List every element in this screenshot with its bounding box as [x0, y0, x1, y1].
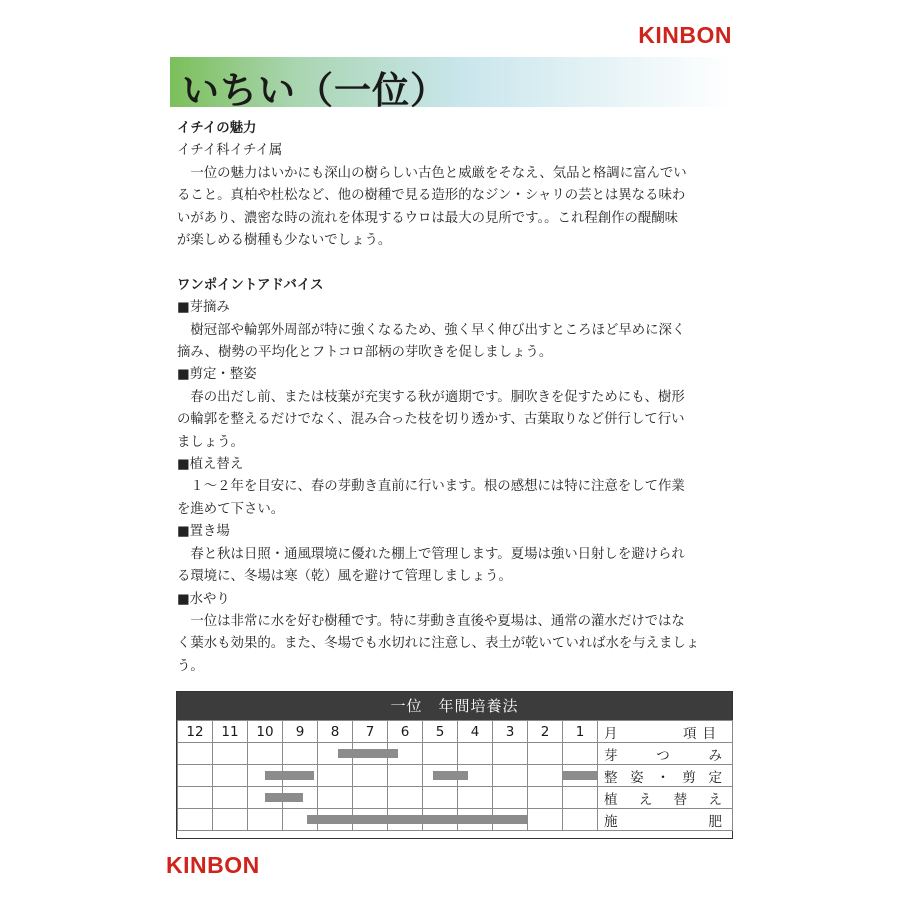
calendar-row-repotting: [178, 787, 733, 809]
cultivation-calendar: [176, 691, 733, 839]
label-char: 姿: [630, 769, 644, 786]
month-header-row: [178, 721, 733, 743]
row-label: [598, 809, 733, 831]
label-char: 剪: [682, 769, 696, 786]
section-title-pruning: ■剪定・整姿: [177, 367, 257, 383]
calendar-title: 一位 年間培養法: [177, 692, 732, 720]
month-cell: 11: [213, 721, 248, 743]
section-line: 春の出だし前、または枝葉が充実する秋が適期です。胴吹きを促すためにも、樹形: [177, 389, 685, 405]
label-char: 芽: [604, 747, 618, 764]
section-title-watering: ■水やり: [177, 591, 230, 607]
section-line: る環境に、冬場は寒（乾）風を避けて管理しましょう。: [177, 569, 512, 585]
row-label: [598, 787, 733, 809]
section-line: う。: [177, 658, 204, 674]
schedule-bar: [307, 815, 528, 824]
label-char: 整: [604, 769, 618, 786]
intro-line: ること。真柏や杜松など、他の樹種で見る造形的なジン・シャリの芸とは異なる味わ: [177, 188, 686, 204]
section-line: を進めて下さい。: [177, 501, 285, 517]
section-title-placement: ■置き場: [177, 524, 230, 540]
label-char: み: [708, 747, 722, 764]
label-char: ・: [656, 769, 670, 786]
intro-line: が楽しめる樹種も少ないでしょう。: [177, 233, 392, 249]
schedule-bar: [433, 771, 468, 780]
section-line: 一位は非常に水を好む樹種です。特に芽動き直後や夏場は、通常の灌水だけではな: [177, 613, 685, 629]
title-banner: [170, 57, 732, 112]
month-cell: 6: [388, 721, 423, 743]
month-cell: 8: [318, 721, 353, 743]
intro-family: イチイ科イチイ属: [177, 143, 283, 159]
month-cell: 4: [458, 721, 493, 743]
header-month-label: 月: [604, 725, 618, 742]
intro-line: 一位の魅力はいかにも深山の樹らしい古色と威厳をそなえ、気品と格調に富んでい: [177, 165, 687, 181]
label-char: つ: [656, 747, 670, 764]
label-char: え: [708, 791, 722, 808]
section-title-repotting: ■植え替え: [177, 457, 244, 473]
header-item-label: 項目: [683, 725, 722, 742]
month-cell: 2: [528, 721, 563, 743]
month-cell: 10: [248, 721, 283, 743]
calendar-grid: [177, 720, 732, 838]
article-body: [177, 118, 737, 678]
schedule-bar: [265, 771, 314, 780]
calendar-row-pinching: [178, 743, 733, 765]
section-line: 樹冠部や輪郭外周部が特に強くなるため、強く早く伸び出すところほど早めに深く: [177, 322, 686, 338]
month-item-header: [598, 721, 733, 743]
section-line: く葉水も効果的。また、冬場でも水切れに注意し、表土が乾いていれば水を与えましょ: [177, 636, 700, 652]
label-char: 植: [604, 791, 618, 808]
section-line: ましょう。: [177, 434, 244, 450]
label-char: え: [638, 791, 653, 808]
month-cell: 12: [178, 721, 213, 743]
brand-logo-top: KINBON: [638, 22, 732, 48]
month-cell: 3: [493, 721, 528, 743]
schedule-bar: [338, 749, 398, 758]
intro-line: いがあり、濃密な時の流れを体現するウロは最大の見所です。。これ程創作の醍醐味: [177, 210, 679, 226]
month-cell: 7: [353, 721, 388, 743]
brand-logo-bottom: KINBON: [166, 852, 260, 878]
schedule-bar: [265, 793, 304, 802]
section-line: 春と秋は日照・通風環境に優れた棚上で管理します。夏場は強い日射しを避けられ: [177, 546, 685, 562]
label-char: 替: [673, 791, 688, 808]
advice-heading: ワンポイントアドバイス: [177, 277, 324, 293]
section-line: 摘み、樹勢の平均化とフトコロ部柄の芽吹きを促しましょう。: [177, 345, 553, 361]
label-char: 肥: [708, 813, 722, 830]
section-line: １～２年を目安に、春の芽動き直前に行います。根の感想には特に注意をして作業: [177, 479, 685, 495]
label-char: 施: [604, 813, 618, 830]
month-cell: 9: [283, 721, 318, 743]
month-cell: 5: [423, 721, 458, 743]
intro-heading: イチイの魅力: [177, 121, 257, 136]
page-title: いちい（一位）: [182, 68, 448, 112]
row-label: [598, 743, 733, 765]
label-char: 定: [708, 769, 722, 786]
section-gap: [177, 252, 737, 274]
schedule-bar: [562, 771, 597, 780]
month-cell: 1: [563, 721, 598, 743]
section-title-pinching: ■芽摘み: [177, 300, 230, 316]
section-line: の輪郭を整えるだけでなく、混み合った枝を切り透かす、古葉取りなど併行して行い: [177, 412, 685, 428]
row-label: [598, 765, 733, 787]
